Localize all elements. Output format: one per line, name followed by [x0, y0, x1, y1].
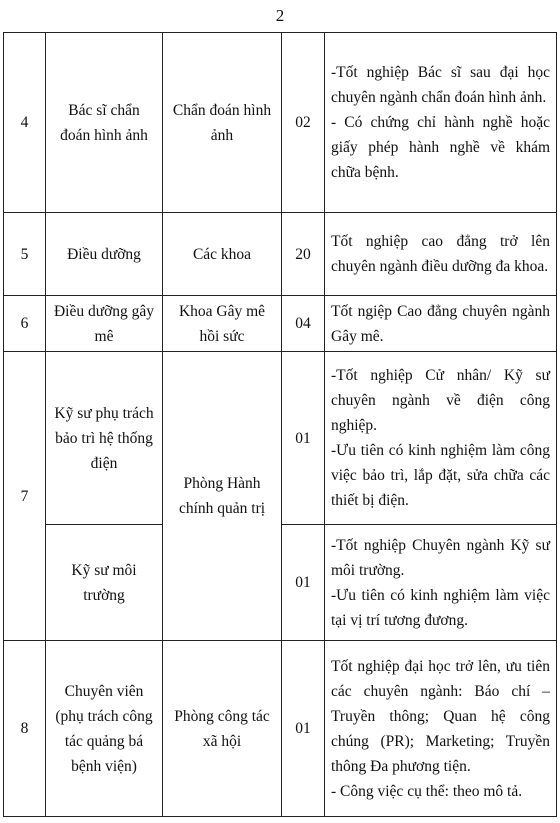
requirement-line: Tốt ngiệp Cao đẳng chuyên ngành Gây mê.: [331, 302, 550, 345]
stt-cell: 8: [4, 641, 46, 817]
quantity-cell: 20: [282, 213, 325, 296]
position-cell: Chuyên viên (phụ trách công tác quảng bá bệnh viện): [46, 641, 163, 817]
requirement-line: -Tốt nghiệp Chuyên ngành Kỹ sư môi trường.: [331, 536, 550, 579]
position-cell: Kỹ sư môi trường: [46, 525, 163, 641]
quantity-cell: 01: [282, 352, 325, 525]
position-cell: Điều dưỡng: [46, 213, 163, 296]
department-cell: Phòng công tác xã hội: [163, 641, 282, 817]
requirement-line: - Có chứng chỉ hành nghề hoặc giấy phép hành nghề về khám chữa bệnh.: [331, 114, 550, 181]
page-number: 2: [275, 6, 285, 25]
position-cell: Bác sĩ chẩn đoán hình ảnh: [46, 33, 163, 213]
requirement-line: -Ưu tiên có kinh nghiệm làm công việc bảo trì, lắp đặt, sửa chữa các thiết bị điện.: [331, 442, 550, 509]
position-cell: Điều dưỡng gây mê: [46, 296, 163, 352]
stt-cell: 5: [4, 213, 46, 296]
requirements-cell: [325, 213, 557, 296]
stt-cell: 4: [4, 33, 46, 213]
requirements-cell: [325, 525, 557, 641]
table-row: [4, 213, 557, 296]
requirement-line: -Tốt nghiệp Cử nhân/ Kỹ sư chuyên ngành về điện công nghiệp.: [331, 367, 550, 434]
quantity-cell: 01: [282, 525, 325, 641]
requirement-line: -Ưu tiên có kinh nghiệm làm việc tại vị trí tương đương.: [331, 586, 550, 629]
requirement-line: Tốt nghiệp cao đẳng trở lên chuyên ngành điều dưỡng đa khoa.: [331, 233, 550, 275]
stt-cell: 7: [4, 352, 46, 641]
table-row: [4, 296, 557, 352]
requirement-line: -Tốt nghiệp Bác sĩ sau đại học chuyên ngành chẩn đoán hình ảnh.: [331, 64, 550, 106]
quantity-cell: 04: [282, 296, 325, 352]
quantity-cell: 02: [282, 33, 325, 213]
table-row: [4, 352, 557, 525]
recruitment-table: [3, 32, 557, 817]
department-cell: Phòng Hành chính quản trị: [163, 352, 282, 641]
stt-cell: 6: [4, 296, 46, 352]
quantity-cell: 01: [282, 641, 325, 817]
requirement-line: - Công việc cụ thể: theo mô tả.: [331, 782, 523, 800]
requirements-cell: [325, 296, 557, 352]
requirements-cell: [325, 641, 557, 817]
department-cell: Khoa Gây mê hồi sức: [163, 296, 282, 352]
table-row: [4, 641, 557, 817]
table-row: [4, 33, 557, 213]
requirements-cell: [325, 33, 557, 213]
requirements-cell: [325, 352, 557, 525]
department-cell: Các khoa: [163, 213, 282, 296]
department-cell: Chẩn đoán hình ảnh: [163, 33, 282, 213]
position-cell: Kỹ sư phụ trách bảo trì hệ thống điện: [46, 352, 163, 525]
requirement-line: Tốt nghiệp đại học trở lên, ưu tiên các chuyên ngành: Báo chí – Truyền thông; Quan hệ công chúng (PR); Marketing; Truyền thông Đa phương tiện.: [331, 657, 550, 775]
